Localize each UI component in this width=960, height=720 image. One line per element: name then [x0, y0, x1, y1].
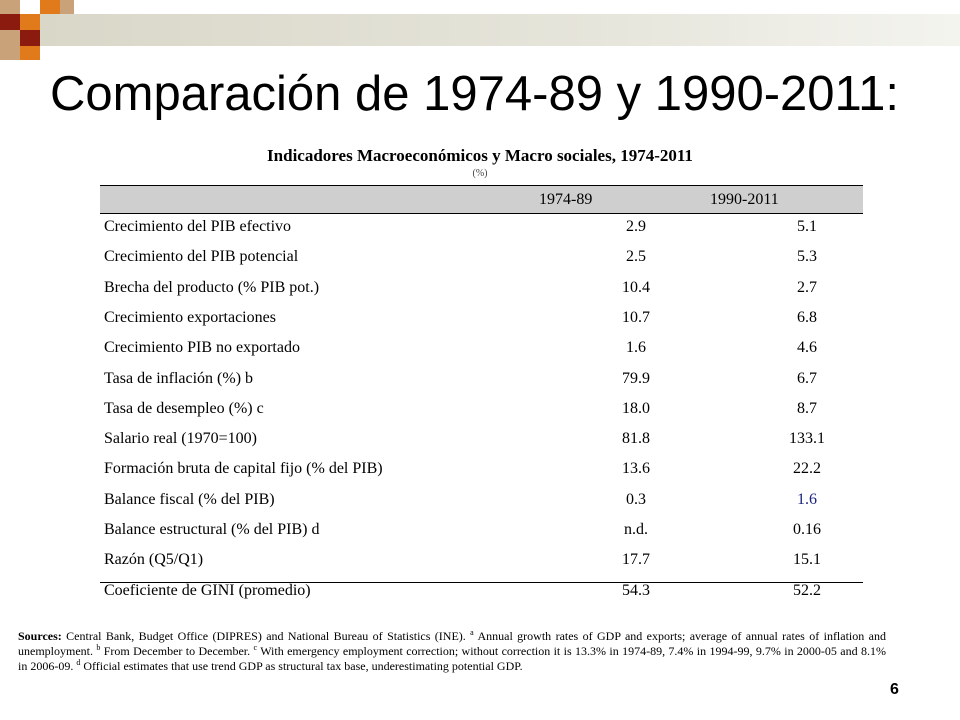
title-bar-band	[40, 14, 960, 46]
sources-text-5: Official estimates that use trend GDP as structural tax base, underestimating potential GDP.	[80, 659, 523, 673]
value-1990-2011: 5.3	[797, 248, 817, 266]
slide-title: Comparación de 1974-89 y 1990-2011:	[50, 67, 900, 121]
value-1974-89: 1.6	[626, 339, 646, 357]
value-1990-2011: 2.7	[797, 278, 817, 296]
value-1974-89: 2.5	[626, 248, 646, 266]
table-row	[104, 491, 864, 519]
value-1974-89: 17.7	[622, 551, 650, 569]
value-1990-2011: 1.6	[797, 490, 817, 508]
row-label: Tasa de inflación (%) b	[104, 369, 254, 387]
value-1974-89: 79.9	[622, 369, 650, 387]
table-row	[104, 248, 864, 276]
table-row	[104, 370, 864, 398]
table-row	[104, 460, 864, 488]
page-number: 6	[890, 681, 899, 698]
decor-square-9	[0, 46, 20, 60]
value-1990-2011: 5.1	[797, 218, 817, 235]
value-1974-89: n.d.	[624, 521, 648, 538]
sources-text-1: Central Bank, Budget Office (DIPRES) and National Bureau of Statistics (INE).	[61, 629, 471, 643]
decor-square-4	[20, 14, 40, 30]
decor-square-8	[0, 30, 20, 46]
value-1974-89: 81.8	[622, 430, 650, 448]
value-1990-2011: 4.6	[797, 339, 817, 357]
decor-square-3	[60, 0, 74, 14]
row-label: Razón (Q5/Q1)	[104, 551, 204, 569]
table-title: Indicadores Macroeconómicos y Macro sociales, 1974-2011	[267, 146, 693, 165]
value-1990-2011: 133.1	[789, 430, 825, 448]
row-label: Formación bruta de capital fijo (% del PIB)	[104, 460, 383, 478]
table-row	[104, 551, 864, 579]
sources-text-4: With emergency employment correction; without correction it is 13.3% in 1974-89, 7.4% in 1994-99, 9.7% in 2000-05 and 8.1% in 2006-09.	[18, 644, 886, 673]
value-1974-89: 13.6	[622, 460, 650, 478]
table-row	[104, 521, 864, 549]
row-label: Brecha del producto (% PIB pot.)	[104, 278, 320, 296]
footnote-marker-a: a	[470, 628, 474, 637]
value-1990-2011: 6.7	[797, 369, 817, 387]
value-1974-89: 0.3	[626, 490, 646, 508]
row-label: Crecimiento del PIB potencial	[104, 248, 299, 266]
sources-lead: Sources:	[18, 629, 62, 643]
value-1974-89: 10.7	[622, 308, 650, 326]
value-1990-2011: 52.2	[793, 581, 821, 599]
footnote-marker-d: d	[76, 658, 81, 667]
value-1974-89: 54.3	[622, 581, 650, 599]
row-label: Tasa de desempleo (%) c	[104, 399, 264, 417]
sources-text-2: Annual growth rates of GDP and exports; average of annual rates of inflation and unemployment.	[18, 629, 886, 658]
table-row	[104, 279, 864, 307]
decor-square-7	[20, 30, 40, 46]
footnote-marker-c: c	[253, 643, 258, 652]
value-1990-2011: 15.1	[793, 551, 821, 569]
table-unit: (%)	[472, 168, 488, 179]
table-row	[104, 309, 864, 337]
column-header-1990-2011: 1990-2011	[710, 191, 779, 208]
value-1974-89: 10.4	[622, 278, 650, 296]
decor-square-5	[0, 14, 20, 30]
sources-note	[18, 629, 886, 674]
row-label: Crecimiento exportaciones	[104, 308, 276, 326]
sources-text-3: From December to December.	[100, 644, 254, 658]
table-row	[104, 400, 864, 428]
table-row	[104, 218, 864, 246]
decor-square-1	[0, 0, 20, 14]
table-bottom-rule	[100, 582, 863, 583]
value-1990-2011: 0.16	[793, 521, 821, 538]
value-1990-2011: 6.8	[797, 308, 817, 326]
decor-square-10	[20, 46, 40, 60]
footnote-marker-b: b	[96, 643, 101, 652]
value-1990-2011: 22.2	[793, 460, 821, 478]
table-row	[104, 430, 864, 458]
row-label: Crecimiento del PIB efectivo	[104, 218, 292, 235]
table-row	[104, 339, 864, 367]
value-1990-2011: 8.7	[797, 399, 817, 417]
row-label: Balance fiscal (% del PIB)	[104, 490, 275, 508]
value-1974-89: 2.9	[626, 218, 646, 235]
value-1974-89: 18.0	[622, 399, 650, 417]
row-label: Crecimiento PIB no exportado	[104, 339, 300, 357]
row-label: Balance estructural (% del PIB) d	[104, 521, 320, 538]
table-row	[104, 582, 864, 610]
row-label: Salario real (1970=100)	[104, 430, 257, 448]
row-label: Coeficiente de GINI (promedio)	[104, 581, 311, 599]
decor-square-2	[40, 0, 60, 14]
column-header-1974-89: 1974-89	[539, 191, 593, 208]
